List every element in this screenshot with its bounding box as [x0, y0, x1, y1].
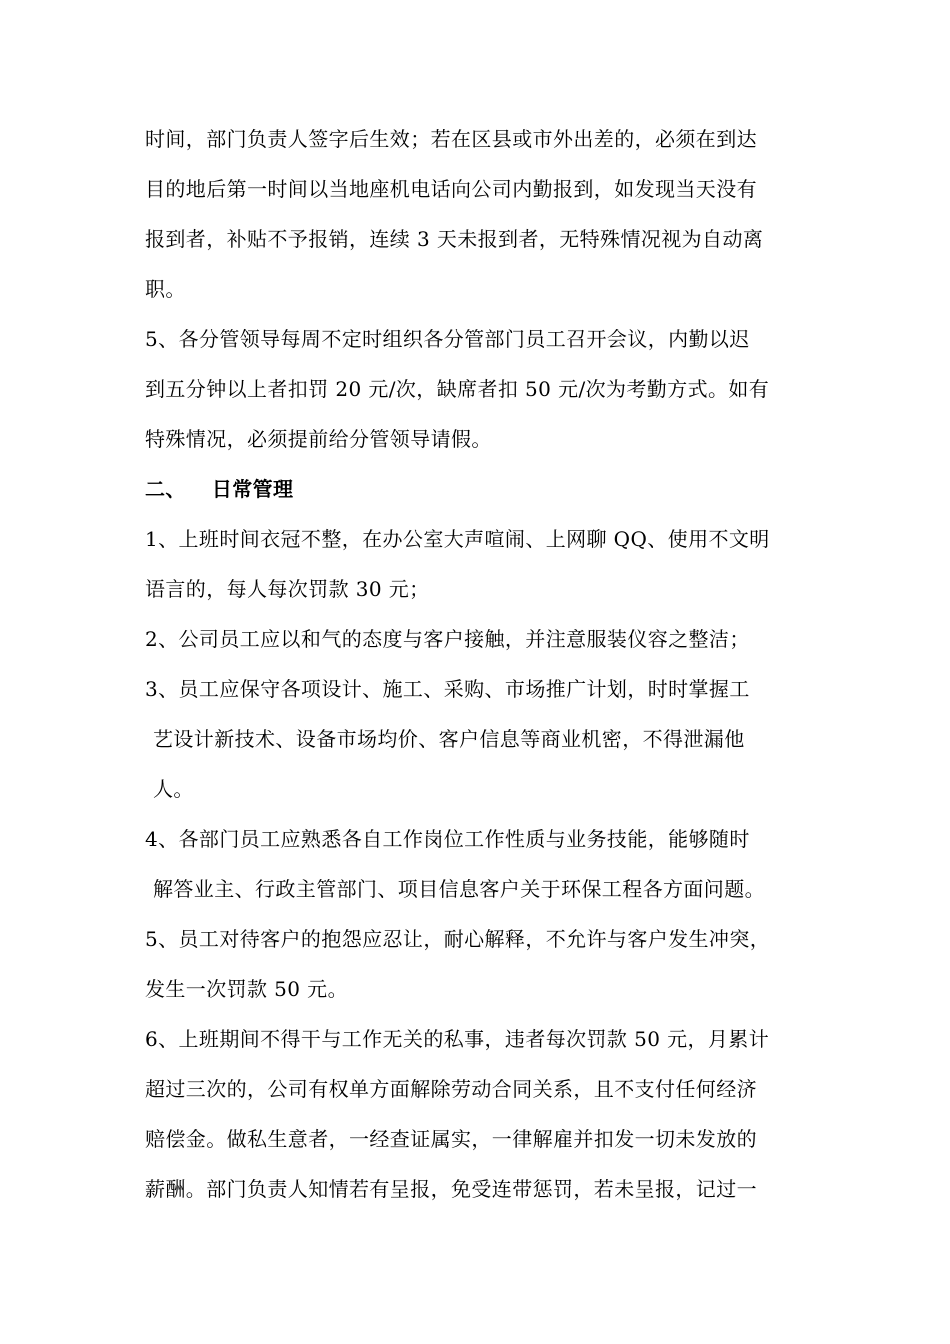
paragraph-line: 人。 [153, 777, 194, 801]
paragraph-line: 2、公司员工应以和气的态度与客户接触，并注意服装仪容之整洁； [145, 627, 750, 651]
paragraph-line: 1、上班时间衣冠不整，在办公室大声喧闹、上网聊 QQ、使用不文明 [145, 527, 770, 551]
paragraph-line: 到五分钟以上者扣罚 20 元/次，缺席者扣 50 元/次为考勤方式。如有 [145, 377, 770, 401]
paragraph-line: 5、各分管领导每周不定时组织各分管部门员工召开会议，内勤以迟 [145, 327, 750, 351]
section-number: 二、 [145, 477, 186, 501]
section-heading [145, 474, 293, 504]
paragraph-line: 5、员工对待客户的抱怨应忍让，耐心解释，不允许与客户发生冲突， [145, 927, 771, 951]
paragraph-line: 语言的，每人每次罚款 30 元； [145, 577, 430, 601]
paragraph-line: 6、上班期间不得干与工作无关的私事，违者每次罚款 50 元，月累计 [145, 1027, 770, 1051]
paragraph-line: 3、员工应保守各项设计、施工、采购、市场推广计划，时时掌握工 [145, 677, 750, 701]
paragraph-line: 职。 [145, 277, 186, 301]
paragraph-line: 艺设计新技术、设备市场均价、客户信息等商业机密，不得泄漏他 [153, 727, 745, 751]
paragraph-line: 薪酬。部门负责人知情若有呈报，免受连带惩罚，若未呈报，记过一 [145, 1177, 757, 1201]
paragraph-line: 赔偿金。做私生意者，一经查证属实，一律解雇并扣发一切未发放的 [145, 1127, 757, 1151]
paragraph-line: 报到者，补贴不予报销，连续 3 天未报到者，无特殊情况视为自动离 [145, 227, 764, 251]
paragraph-line: 解答业主、行政主管部门、项目信息客户关于环保工程各方面问题。 [153, 877, 765, 901]
paragraph-line: 4、各部门员工应熟悉各自工作岗位工作性质与业务技能，能够随时 [145, 827, 750, 851]
paragraph-line: 时间，部门负责人签字后生效；若在区县或市外出差的，必须在到达 [145, 127, 757, 151]
paragraph-line: 目的地后第一时间以当地座机电话向公司内勤报到，如发现当天没有 [145, 177, 757, 201]
paragraph-line: 特殊情况，必须提前给分管领导请假。 [145, 427, 492, 451]
section-title: 日常管理 [211, 477, 294, 501]
paragraph-line: 超过三次的，公司有权单方面解除劳动合同关系，且不支付任何经济 [145, 1077, 757, 1101]
paragraph-line: 发生一次罚款 50 元。 [145, 977, 348, 1001]
